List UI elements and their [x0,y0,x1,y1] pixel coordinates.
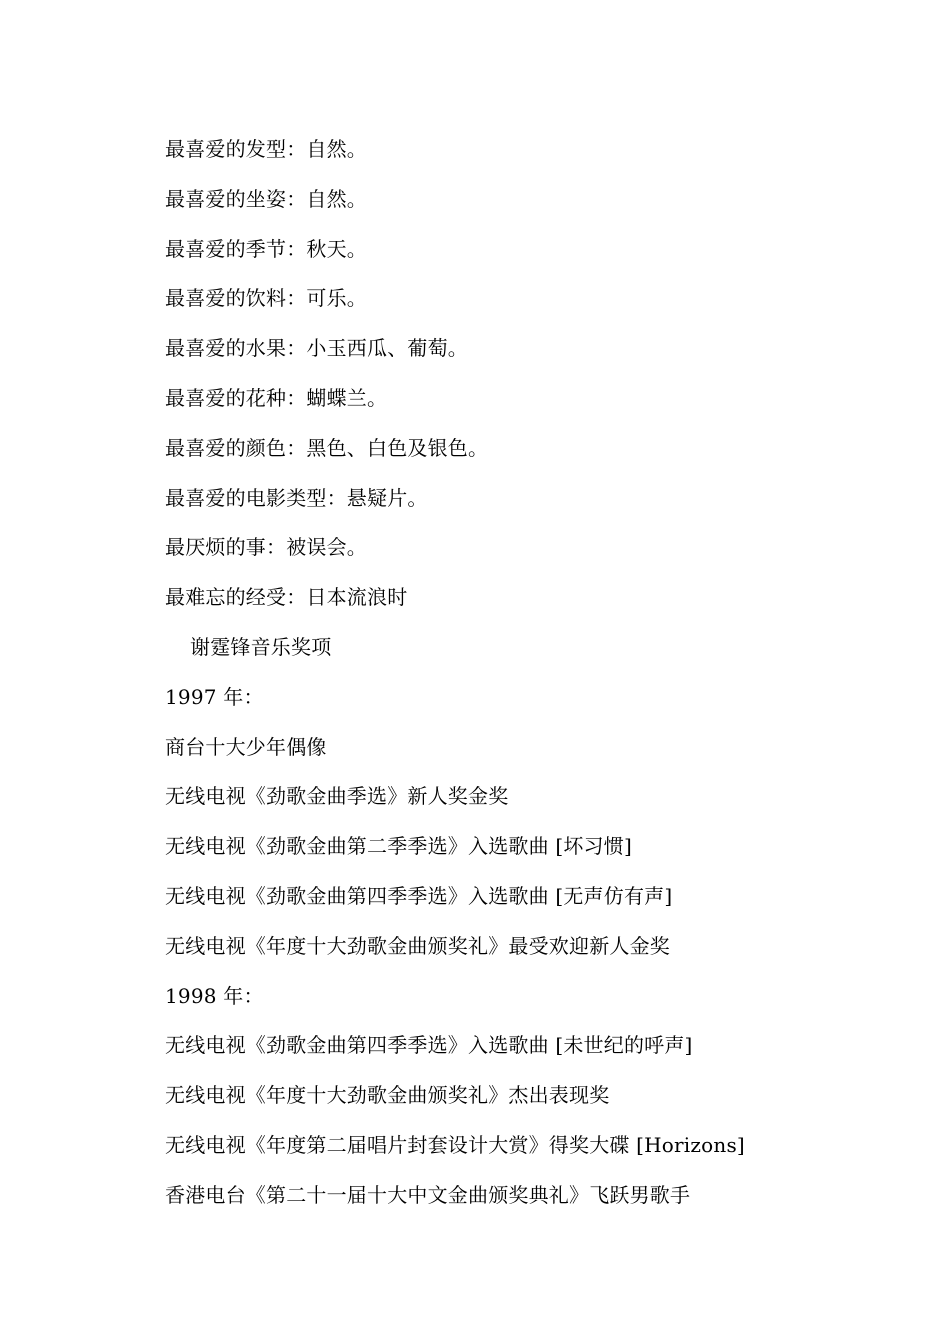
award-line: 商台十大少年偶像 [165,734,327,759]
section-heading: 谢霆锋音乐奖项 [190,634,332,659]
text-line: 最喜爱的发型：自然。 [165,137,367,161]
award-line: 无线电视《年度第二届唱片封套设计大赏》得奖大碟 [Horizons] [165,1132,745,1157]
award-line: 无线电视《年度十大劲歌金曲颁奖礼》最受欢迎新人金奖 [165,933,670,958]
text-line: 最喜爱的电影类型：悬疑片。 [165,485,428,510]
text-line: 最喜爱的饮料：可乐。 [165,286,367,311]
text-line: 最喜爱的水果：小玉西瓜、葡萄。 [165,336,468,361]
award-line: 无线电视《劲歌金曲第二季季选》入选歌曲 [坏习惯] [165,834,632,859]
text-line: 最难忘的经受：日本流浪时 [165,585,408,610]
text-line: 最喜爱的季节：秋天。 [165,236,367,261]
text-line: 最厌烦的事：被误会。 [165,535,367,560]
document-body [165,130,865,1226]
text-line: 最喜爱的坐姿：自然。 [165,186,367,211]
award-line: 香港电台《第二十一届十大中文金曲颁奖典礼》飞跃男歌手 [165,1182,691,1207]
text-line: 最喜爱的花种：蝴蝶兰。 [165,385,388,410]
award-line: 无线电视《年度十大劲歌金曲颁奖礼》杰出表现奖 [165,1083,610,1108]
award-line: 无线电视《劲歌金曲第四季季选》入选歌曲 [未世纪的呼声] [165,1033,693,1058]
award-line: 无线电视《劲歌金曲季选》新人奖金奖 [165,784,509,809]
year-heading: 1997 年： [165,684,264,709]
award-line: 无线电视《劲歌金曲第四季季选》入选歌曲 [无声仿有声] [165,883,673,908]
year-heading: 1998 年： [165,983,264,1008]
text-line: 最喜爱的颜色：黑色、白色及银色。 [165,435,489,460]
